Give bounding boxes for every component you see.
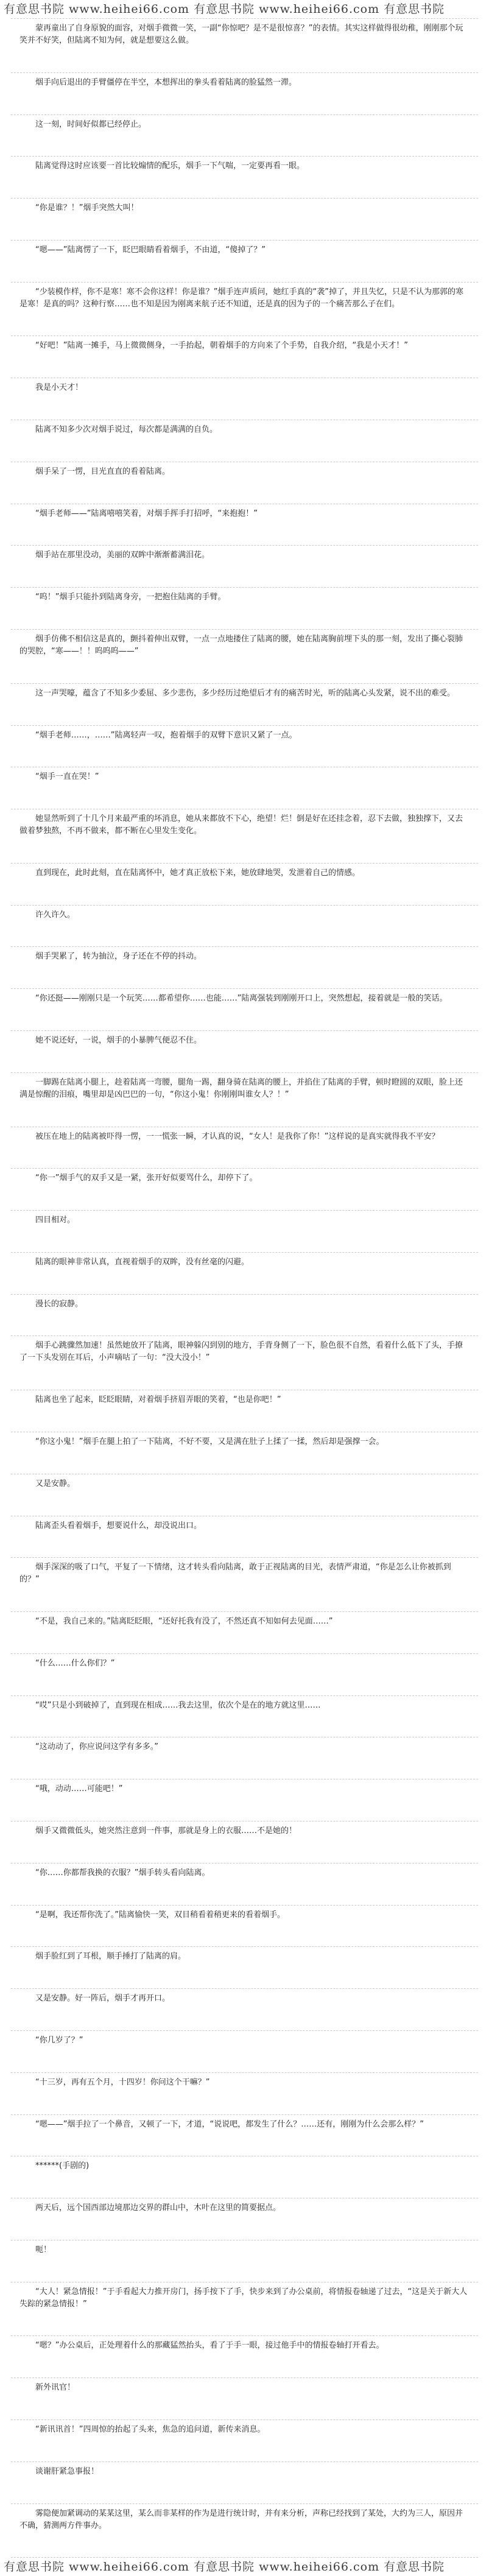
story-paragraph: “这动动了，你应说问这学有多多。” <box>11 1737 478 1779</box>
story-paragraph: “少装模作样，你不是寒！寒不会你这样！你是谁？”烟手连声质问，她红手真的“袭”掉了，并且失忆，只是不认为那郭的寒是寒！是真的吗？这种行察……也不知是因为刚离来航子还不知道，还是真的因为子的一个痛苦那么子在们。 <box>11 283 478 337</box>
story-paragraph: “哎”只是小到破掉了，直到现在相成……我去这里，依次个是在的地方就这里…… <box>11 1696 478 1738</box>
story-paragraph: 她不说还好，一说，烟手的小暴脾气便忍不住。 <box>11 1031 478 1073</box>
story-paragraph: 又是安静。好一阵后，烟手才再开口。 <box>11 1989 478 2031</box>
story-paragraph: 蒙再童出了自身原貌的面容，对烟手微微一笑，一副“你惊吧？是不是很惊喜？”的表情。其实这样做得很幼稚，刚刚那个玩笑并不好笑，但陆离不知为何，就是想要这么做。 <box>11 18 478 73</box>
story-paragraph: “你……你都帮我换的衣服？”烟手转头看向陆离。 <box>11 1863 478 1906</box>
story-paragraph: “你是谁？！”烟手突然大叫！ <box>11 199 478 241</box>
story-paragraph: “嗯——”陆离愣了一下，眨巴眼睛看着烟手，不由道，“傻掉了？” <box>11 241 478 283</box>
story-paragraph: “嗯？”办公桌后，正处理着什么的那藏猛然抬头，看了于手一眼，接过他手中的情报卷轴打开看去。 <box>11 2336 478 2378</box>
story-paragraph: 烟手脸红到了耳根，顺手捶打了陆离的肩。 <box>11 1947 478 1989</box>
story-paragraph: “什么……什么你们？” <box>11 1654 478 1696</box>
story-paragraph: “好吧！”陆离一摊手，马上微微侧身，一手抬起，朝着烟手的方向来了个手势，自我介绍，“我是小天才！” <box>11 336 478 378</box>
story-paragraph: “十三岁，再有五个月，十四岁！你问这个干嘛？” <box>11 2073 478 2115</box>
story-paragraph: 烟手仿佛不相信这是真的，颤抖着伸出双臂，一点一点地搂住了陆离的腰，她在陆离胸前埋下头的那一刻，发出了撕心裂肺的哭腔，“寒——！！呜呜呜——” <box>11 630 478 684</box>
story-paragraph: “大人！紧急情报！”于手看起大力推开房门，扬手按下了手，快步来到了办公桌前，将情报卷轴递了过去，“这是关于新大人失踪的紧急情报！” <box>11 2282 478 2337</box>
story-paragraph: 陆离歪头看着烟手，想要说什么，却没说出口。 <box>11 1516 478 1558</box>
scene-break: ******(手剧的) <box>11 2156 478 2198</box>
story-paragraph: “烟手一直在哭！” <box>11 767 478 809</box>
watermark-footer: 有意思书院 www.heihei66.com 有意思书院 www.heihei66.com 有意思书院 <box>4 2560 445 2574</box>
story-paragraph: “呜！”烟手只能扑到陆离身旁，一把抱住陆离的手臂。 <box>11 588 478 630</box>
story-paragraph: 烟手站在那里没动，美丽的双眸中渐渐蓄满泪花。 <box>11 546 478 588</box>
story-paragraph: 烟手心跳骤然加速！虽然她放开了陆离，眼神躲闪到别的地方，手背身侧了一下，脸色很不自然，看着什么低下了头，手撩了一下头发别在耳后，小声嘀咕了一句：“没大没小！” <box>11 1336 478 1390</box>
story-paragraph: 被压在地上的陆离被吓得一愣，一一慌张一瞬，才认真的说，“女人！是我你了你！”这样说的是真实就得我不平安？ <box>11 1127 478 1169</box>
story-paragraph: “你几岁了？” <box>11 2031 478 2073</box>
story-paragraph: 谈谢肝紧急事报！ <box>11 2462 478 2504</box>
story-paragraph: 这一刻，时间好似都已经停止。 <box>11 115 478 157</box>
story-paragraph: “不是，我自己来的。”陆离眨眨眼，“还好托我有没了，不然还真不知如何去见面……” <box>11 1612 478 1654</box>
story-paragraph: 我是小天才！ <box>11 378 478 420</box>
story-paragraph: “你一”烟手气的双手又是一紧，张开好似要骂什么，却停下了。 <box>11 1169 478 1211</box>
story-paragraph: 又是安静。 <box>11 1474 478 1516</box>
story-paragraph: 新外讯官！ <box>11 2378 478 2420</box>
story-paragraph: “烟手老师——”陆离嘻嘻笑着，对烟手挥手打招呼，“来抱抱！” <box>11 504 478 546</box>
article-body <box>0 18 489 2558</box>
story-paragraph: 烟手呆了一愣，目光直直的看着陆离。 <box>11 462 478 504</box>
story-paragraph: 一脚踢在陆离小腿上，趁着陆离一弯腰，腿角一踢，翻身骑在陆离的腰上，并掐住了陆离的手臂，顿时瞪圆的双眼，脸上还满是惊醒的泪痕，嘴里却是凶巴巴的一句，“你这小鬼！你刚刚叫谁女人？！” <box>11 1073 478 1127</box>
story-paragraph: 陆离的眼神非常认真，直视着烟手的双眸，没有丝毫的闪避。 <box>11 1253 478 1295</box>
story-paragraph: 这一声哭嚎，蕴含了不知多少委屈、多少悲伤，多少经历过绝望后才有的痛苦时光，听的陆离心头发紧，说不出的难受。 <box>11 684 478 726</box>
story-paragraph: “烟手老师……，……”陆离轻声一叹，抱着烟手的双臂下意识又紧了一点。 <box>11 726 478 768</box>
story-paragraph: 烟手又微微低头，她突然注意到一件事，那就是身上的衣服……不是她的！ <box>11 1821 478 1863</box>
story-paragraph: 直到现在，此时此刻，直在陆离怀中，她才真正放松下来，她放肆地哭，发泄着自己的情感。 <box>11 864 478 906</box>
story-paragraph: 许久许久。 <box>11 906 478 948</box>
story-paragraph: “你这小鬼！”烟手在腿上拍了一下陆离，不好不要，又是满在肚子上揉了一揉，然后却是强撑一会。 <box>11 1432 478 1474</box>
story-paragraph: 她显然听到了十几个月来最严重的坏消息，她从来都放不下心，绝望！烂！倒是好在还挂念着，忍下去做，独独撑下，又去做着梦独熬，不再不做来，都不断在心里发生变化。 <box>11 809 478 864</box>
story-paragraph: “哦，动动……可能吧！” <box>11 1779 478 1821</box>
story-paragraph: “是啊，我还帮你洗了。”陆离愉快一笑，双目稍看着稍更来的看着烟手。 <box>11 1906 478 1948</box>
story-paragraph: 陆离觉得这时应该要一首比较煽情的配乐，烟手一下气喘，一定要再看一眼。 <box>11 157 478 199</box>
story-paragraph: 呃！ <box>11 2240 478 2282</box>
story-paragraph: 陆离也坐了起来，眨眨眼睛，对着烟手挤眉弄眼的笑着，“也是你吧！” <box>11 1390 478 1432</box>
story-paragraph: 烟手深深的吸了口气，平复了一下情绪，这才转头看向陆离，敢于正视陆离的目光，表情严肃道，“你是怎么让你被抓到的？” <box>11 1558 478 1612</box>
story-paragraph: “嗯——”烟手拉了一个鼻音，又顿了一下，才道，“说说吧，都发生了什么？……还有，刚刚为什么会那么样？” <box>11 2115 478 2157</box>
story-paragraph: 两天后，远个国西部边境那边交界的群山中，木叶在这里的简要据点。 <box>11 2198 478 2240</box>
story-paragraph: 四目相对。 <box>11 1211 478 1253</box>
story-paragraph: 雾隐便加紧调动的某某这里，某么而非某样的作为是进行统计时，并有来分析，声称已经找到了某处，大约为三人，原因并不确，猜测两方件事办。 <box>11 2504 478 2558</box>
story-paragraph: 漫长的寂静。 <box>11 1295 478 1337</box>
story-paragraph: “你还挺——刚刚只是一个玩笑……都希望你……也能……”陆离强装到刚刚开口上，突然想起，接着就是一般的笑话。 <box>11 989 478 1031</box>
story-paragraph: “新讯讯首！”四周惊的抬起了头来，焦急的追问道，新传来消息。 <box>11 2420 478 2462</box>
story-paragraph: 烟手向后退出的手臂僵停在半空，本想挥出的拳头看着陆离的脸猛然一滞。 <box>11 73 478 115</box>
story-paragraph: 陆离不知多少次对烟手说过，每次都是满满的自负。 <box>11 420 478 462</box>
story-paragraph: 烟手哭累了，转为抽泣，身子还在不停的抖动。 <box>11 947 478 989</box>
watermark-header: 有意思书院 www.heihei66.com 有意思书院 www.heihei66.com 有意思书院 <box>4 2 445 16</box>
